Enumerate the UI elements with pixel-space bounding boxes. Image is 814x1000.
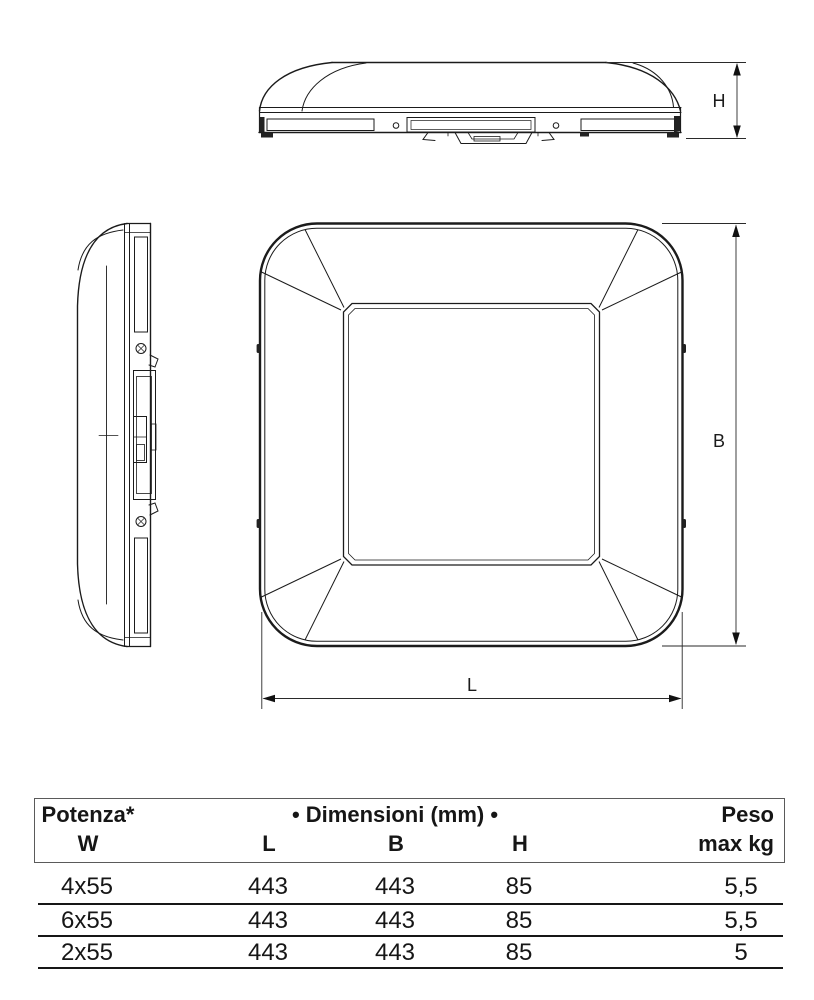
plan-inner-panel-line [349,309,595,561]
side-slot-bottom [135,538,148,633]
table-row [38,937,783,969]
header-dimensions-title: • Dimensioni (mm) • [291,802,499,827]
side-view [78,224,159,647]
latch-bracket [455,133,532,144]
cell-weight: 5 [734,939,748,966]
arrowhead-right-icon [669,695,682,703]
table-row [38,865,783,905]
dome-right-outer-curve [606,63,681,112]
screw-hole-icon [553,123,559,129]
dim-h-label: H [712,91,726,111]
side-inner-curve-top [78,230,123,270]
side-slot-top [135,237,148,332]
dome-left-inner-curve [302,63,366,111]
side-latch-core-inner [137,445,145,461]
arrowhead-up-icon [732,225,740,238]
screw-hole-icon [393,123,399,129]
latch-bracket-inner [468,133,518,140]
corner-diagonals-tr [599,230,682,311]
cell-b: 443 [374,939,416,966]
cell-l: 443 [247,873,289,900]
base-slot-center-inner [411,121,531,130]
dim-l-label: L [466,675,478,695]
dimension-b [662,224,746,647]
clip [257,519,260,528]
end-cap-left [260,117,265,132]
corner-diagonals-br [599,559,682,640]
cell-weight: 5,5 [724,907,758,934]
header-dim-b: B [388,831,404,856]
header-dim-l: L [262,831,276,856]
cell-b: 443 [374,907,416,934]
foot [580,133,589,137]
foot [261,133,273,138]
plan-rim-line [265,228,678,641]
side-dome-outline [78,224,128,647]
spec-table-header [34,798,785,863]
plan-inner-panel [344,304,600,566]
clip [683,519,686,528]
foot [667,133,679,138]
dome-left-outer-curve [260,63,333,112]
cell-power: 4x55 [60,873,114,900]
cell-l: 443 [247,939,289,966]
cell-b: 443 [374,873,416,900]
end-cap-right [674,116,680,133]
arrowhead-down-icon [732,633,740,646]
header-power-title: Potenza* [41,802,135,827]
plan-view [257,224,686,647]
side-inner-curve-bottom [78,600,123,640]
screw-cross [138,346,144,352]
header-weight-unit: max kg [698,831,774,856]
dim-b-label: B [712,431,726,451]
table-row [38,905,783,937]
plan-outer-outline [260,224,683,647]
cell-l: 443 [247,907,289,934]
arrowhead-up-icon [733,63,741,76]
header-dim-h: H [512,831,528,856]
clip [683,344,686,353]
base-slot-left [267,119,374,131]
cell-power: 2x55 [60,939,114,966]
side-latch-housing-inner [137,377,152,494]
header-weight-title: Peso [721,802,774,827]
latch-hook-right [542,133,554,141]
header-power-unit: W [77,831,99,856]
clip [257,344,260,353]
cell-h: 85 [505,939,533,966]
arrowhead-down-icon [733,126,741,139]
cell-h: 85 [505,873,533,900]
latch-hook-left [423,133,435,141]
arrowhead-left-icon [263,695,276,703]
cell-weight: 5,5 [724,873,758,900]
cell-power: 6x55 [60,907,114,934]
base-slot-right [581,119,678,131]
dimension-l [262,612,682,709]
screw-cross [138,519,144,525]
top-view [259,63,681,144]
cell-h: 85 [505,907,533,934]
